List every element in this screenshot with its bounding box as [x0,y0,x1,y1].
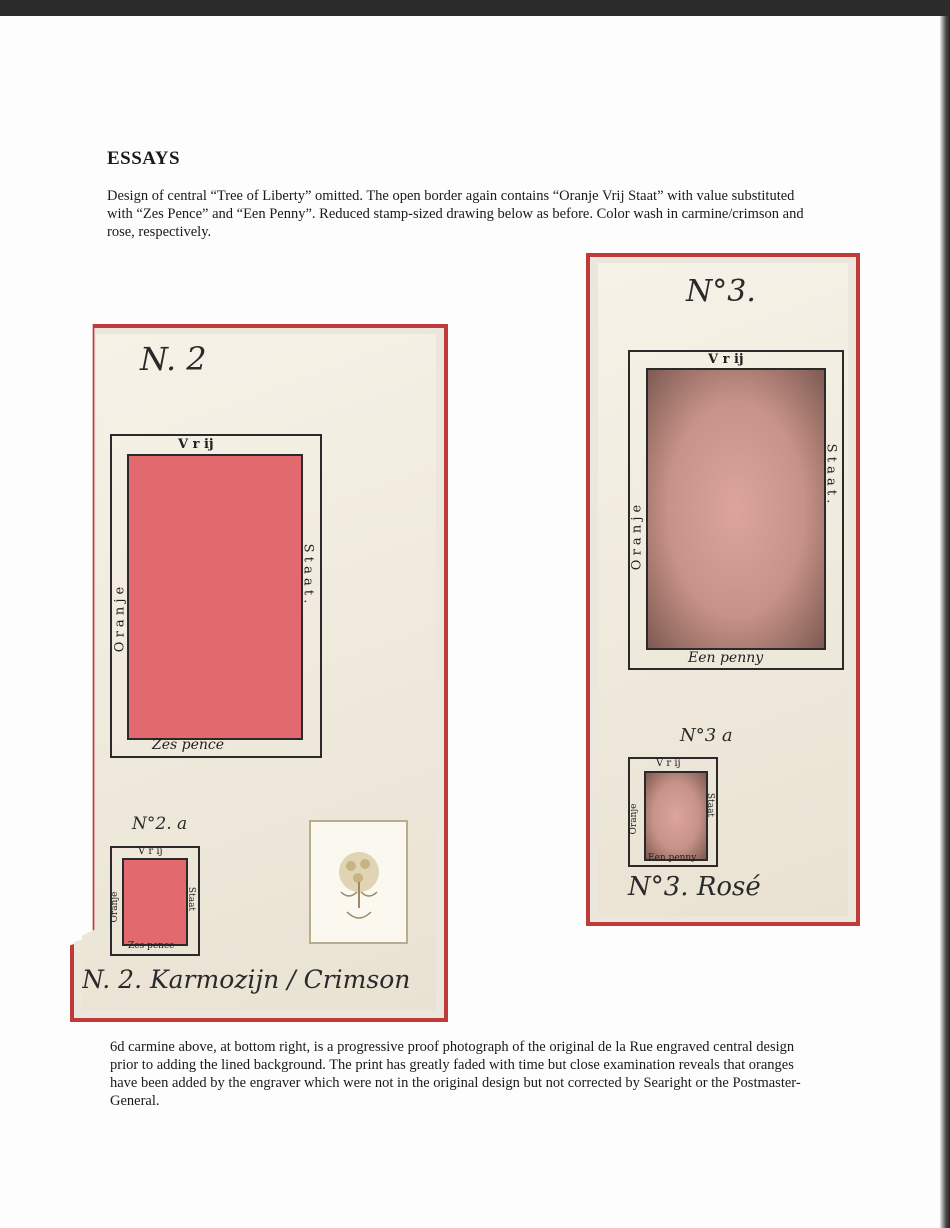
right-side-label: O r a n j e [629,504,645,571]
tree-of-liberty-icon [311,822,406,942]
left-small-side: Oranje [110,891,120,923]
right-small-number: N°3 a [680,725,733,746]
right-color-wash [646,368,826,650]
right-small-bottom: Een penny [648,853,697,863]
right-essay-number: N°3. [686,274,756,309]
proof-photograph [309,820,408,944]
left-top-label: V r ij [178,437,214,452]
left-side-label: O r a n j e [112,586,128,653]
caption-paragraph: 6d carmine above, at bottom right, is a progressive proof photograph of the original de la Rue engraved central design prior to adding the lined background. The print has greatly faded with time but close examination reveals that oranges have been added by the engraver which were not in the original design but not corrected by Searight or the Postmaster-General. [110,1039,801,1109]
left-small-top: V r ij [138,846,163,857]
page-title: ESSAYS [107,148,181,169]
right-small-wash [644,771,708,861]
right-color-note: N°3. Rosé [628,872,761,902]
intro-paragraph: Design of central “Tree of Liberty” omitted. The open border again contains “Oranje Vrij Staat” with value substituted with “Zes Pence” and “Een Penny”. Reduced stamp-sized drawing below as before. Color wash in carmine/crimson and rose, respectively. [107,188,804,240]
right-top-label: V r ij [708,352,744,367]
right-small-top: V r ij [656,758,681,769]
right-side-label: S t a a t . [300,543,316,604]
left-small-number: N°2. a [132,814,188,834]
scan-right-edge [940,16,950,1228]
left-essay-number: N. 2 [140,340,207,378]
left-small-right: Staat [186,886,196,912]
right-side-label-2: S t a a t . [823,443,839,504]
left-small-bottom: Zes pence [128,941,175,951]
left-small-wash [122,858,188,946]
right-small-right: Staat [705,792,715,818]
left-color-wash [127,454,303,740]
left-bottom-label: Zes pence [152,737,225,753]
scan-top-edge [0,0,950,16]
left-color-note: N. 2. Karmozijn / Crimson [82,965,411,994]
right-bottom-label: Een penny [688,650,764,666]
right-small-side: Oranje [629,803,639,835]
